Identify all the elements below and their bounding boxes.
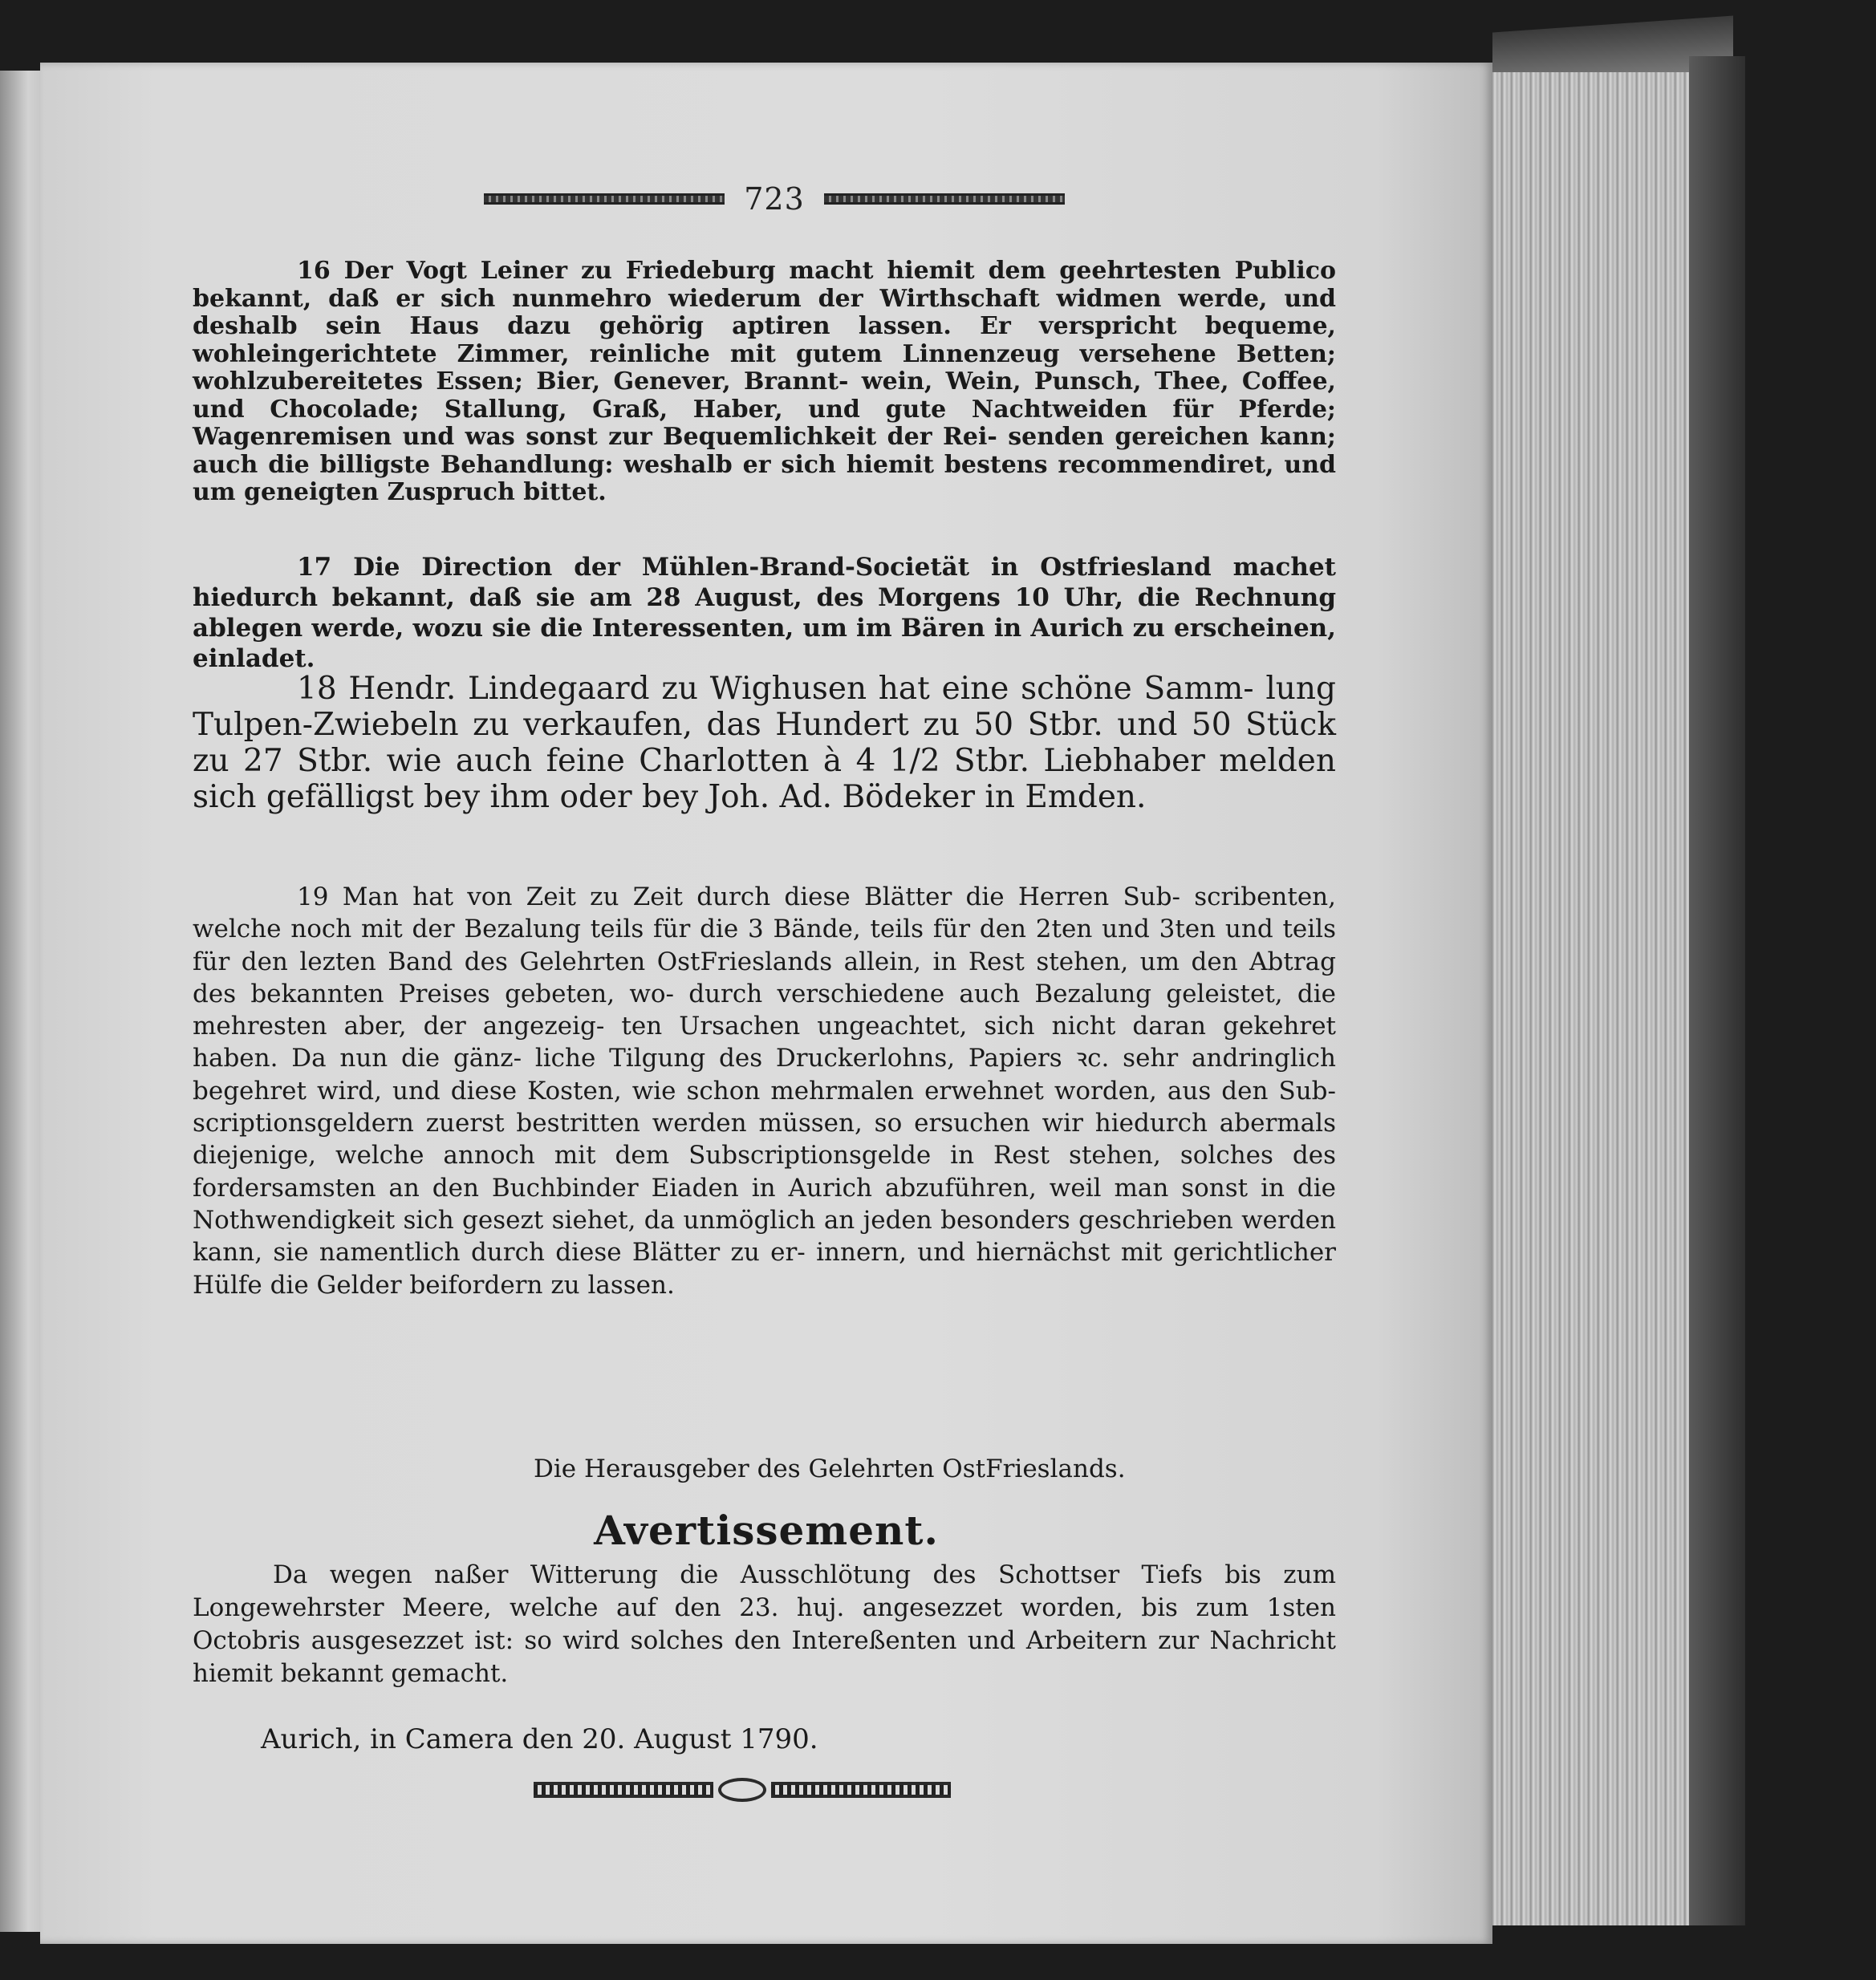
- book-cover-right: [1689, 56, 1745, 1925]
- notice-dateline: Aurich, in Camera den 20. August 1790.: [261, 1723, 818, 1755]
- paragraph-19: 19 Man hat von Zeit zu Zeit durch diese Blätter die Herren Sub- scribenten, welche noch mit der Bezalung teils für die 3 Bände, teils für den 2ten und 3ten und teils für den lezten Band des Gelehrten OstFrieslands allein, in Rest stehen, um den Abtrag des bekannten Preises gebeten, wo- durch verschiedene auch Bezalung geleistet, die mehresten aber, der angezeig- ten Ursachen ungeachtet, sich nicht daran gekehret haben. Da nun die gänz- liche Tilgung des Druckerlohns, Papiers ꝛc. sehr andringlich begehret wird, und diese Kosten, wie schon mehrmalen erwehnet worden, aus den Sub- scriptionsgeldern zuerst bestritten werden müssen, so ersuchen wir hiedurch abermals diejenige, welche annoch mit dem Subscriptionsgelde in Rest stehen, solches des fordersamsten an den Buchbinder Eiaden in Aurich abzuführen, weil man sonst in die Nothwendigkeit sich gesezt siehet, da unmöglich an jeden besonders geschrieben werden kann, sie namentlich durch diese Blätter zu er- innern, und hiernächst mit gerichtlicher Hülfe die Gelder beifordern zu lassen.: [193, 882, 1336, 1300]
- header-rule-right: [824, 193, 1065, 205]
- paragraph-16: 16 Der Vogt Leiner zu Friedeburg macht hiemit dem geehrtesten Publico bekannt, daß er sich nunmehro wiederum der Wirthschaft widmen werde, und deshalb sein Haus dazu gehörig aptiren lassen. Er verspricht bequeme, wohleingerichtete Zimmer, reinliche mit gutem Linnenzeug versehene Betten; wohlzubereitetes Essen; Bier, Genever, Brannt- wein, Wein, Punsch, Thee, Coffee, und Chocolade; Stallung, Graß, Haber, und gute Nachtweiden für Pferde; Wagenremisen und was sonst zur Bequemlichkeit der Rei- senden gereichen kann; auch die billigste Behandlung: weshalb er sich hiemit bestens recommendiret, und um geneigten Zuspruch bittet.: [193, 257, 1336, 506]
- paragraph-17: 17 Die Direction der Mühlen-Brand-Societät in Ostfriesland machet hiedurch bekannt, daß sie am 28 August, des Morgens 10 Uhr, die Rechnung ablegen werde, wozu sie die Interessenten, um im Bären in Aurich zu erscheinen, einladet.: [193, 553, 1336, 673]
- paragraph-18: 18 Hendr. Lindegaard zu Wighusen hat eine schöne Samm- lung Tulpen-Zwiebeln zu verkaufen, das Hundert zu 50 Stbr. und 50 Stück zu 27 Stbr. wie auch feine Charlotten à 4 1/2 Stbr. Liebhaber melden sich gefälligst bey ihm oder bey Joh. Ad. Bödeker in Emden.: [193, 671, 1336, 815]
- notice-body: [193, 1559, 1336, 1690]
- ornament-bar-right: [771, 1782, 951, 1798]
- notice-title: Avertissement.: [594, 1507, 939, 1554]
- ornament-center: [718, 1778, 766, 1802]
- ornament-bar-left: [534, 1782, 713, 1798]
- page-number: 723: [744, 181, 805, 217]
- book-page: [40, 63, 1492, 1944]
- page-edges: [1492, 72, 1699, 1925]
- signature: Die Herausgeber des Gelehrten OstFrieslands.: [534, 1455, 1126, 1483]
- notice-text: Da wegen naßer Witterung die Ausschlötung des Schottser Tiefs bis zum Longewehrster Meere, welche auf den 23. huj. angesezzet worden, bis zum 1sten Octobris ausgesezzet ist: so wird solches den Intereßenten und Arbeitern zur Nachricht hiemit bekannt gemacht.: [193, 1560, 1336, 1688]
- header-rule-left: [484, 193, 725, 205]
- book-left-edge: [0, 71, 40, 1932]
- closing-ornament: [534, 1778, 951, 1802]
- page-header: [469, 179, 1079, 219]
